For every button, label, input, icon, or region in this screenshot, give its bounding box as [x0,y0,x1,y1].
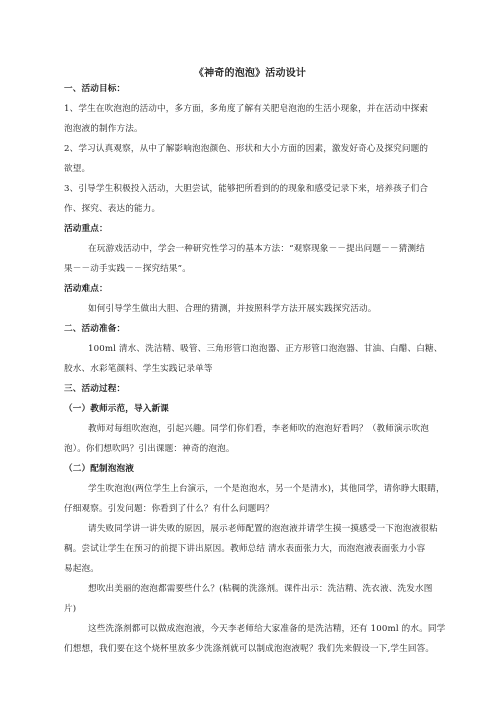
step-2-p4-line-2: 们想想，我们要在这个烧杯里放多少洗涤剂就可以制成泡泡液呢？我们先来假设一下,学生回答。 [64,644,435,654]
prep-heading: 二、活动准备： [64,324,126,334]
objectives-heading: 一、活动目标： [64,84,126,94]
step-2-p2-line-2: 稠。尝试让学生在预习的前提下讲出原因。教师总结 清水表面张力大，而泡泡液表面张力小容 [64,544,426,554]
step-2-p1-line-2: 仔细观察。引发问题：你看到了什么？有什么问题吗？ [64,504,274,514]
step-2-p2-line-1: 请失败同学讲一讲失败的原因，展示老师配置的泡泡液并请学生摸一摸感受一下泡泡液很粘 [88,524,438,534]
step-2-p4-line-1: 这些洗涤剂都可以做成泡泡液，今天李老师给大家准备的是洗洁精，还有 100ml 的水。同学 [88,624,446,634]
step-2-p3-line-1: 想吹出美丽的泡泡都需要些什么？(粘稠的洗涤剂。课件出示：洗洁精、洗衣液、洗发水图 [88,584,433,594]
step-1-line-1: 教师对每组吹泡泡，引起兴趣。同学们你们看，李老师吹的泡泡好看吗？（教师演示吹泡 [88,424,430,434]
objective-2-line-2: 欲望。 [64,164,91,174]
step-2-p3-line-2: 片) [64,604,77,614]
key-points-heading: 活动重点： [64,224,108,234]
key-points-line-2: 果－－动手实践－－探究结果”。 [64,264,191,274]
objective-3-line-1: 3、引导学生积极投入活动，大胆尝试，能够把所看到的的现象和感受记录下来，培养孩子们合 [64,184,429,194]
prep-line-1: 100ml 清水、洗洁精、吸管、三角形管口泡泡器、正方形管口泡泡器、甘油、白醋、白糖、 [88,344,443,354]
objective-1-line-2: 泡泡液的制作方法。 [64,124,143,134]
difficulty-line-1: 如何引导学生做出大胆、合理的猜测，并按照科学方法开展实践探究活动。 [88,304,377,314]
step-2-p1-line-1: 学生吹泡泡(两位学生上台演示，一个是泡泡水，另一个是清水)，其他同学，请你睁大眼睛， [88,484,445,494]
process-heading: 三、活动过程： [64,384,126,394]
step-1-line-2: 泡）。你们想吹吗？引出课题：神奇的泡泡。 [64,444,235,454]
key-points-line-1: 在玩游戏活动中，学会一种研究性学习的基本方法：“观察现象－－提出问题－－猜测结 [88,244,425,254]
page-title: 《神奇的泡泡》活动设计 [193,68,307,79]
step-2-heading: （二）配制泡泡液 [64,464,134,474]
objective-3-line-2: 作、探究、表达的能力。 [64,204,161,214]
prep-line-2: 胶水、水彩笔颜料、学生实践记录单等 [64,364,213,374]
objective-1-line-1: 1、学生在吹泡泡的活动中，多方面，多角度了解有关肥皂泡泡的生活小现象，并在活动中探索 [64,104,429,114]
step-1-heading: （一）教师示范，导入新课 [64,404,169,414]
step-2-p2-line-3: 易起泡。 [64,564,99,574]
objective-2-line-1: 2、学习认真观察，从中了解影响泡泡颜色、形状和大小方面的因素，激发好奇心及探究问题的 [64,144,429,154]
difficulty-heading: 活动难点： [64,284,108,294]
